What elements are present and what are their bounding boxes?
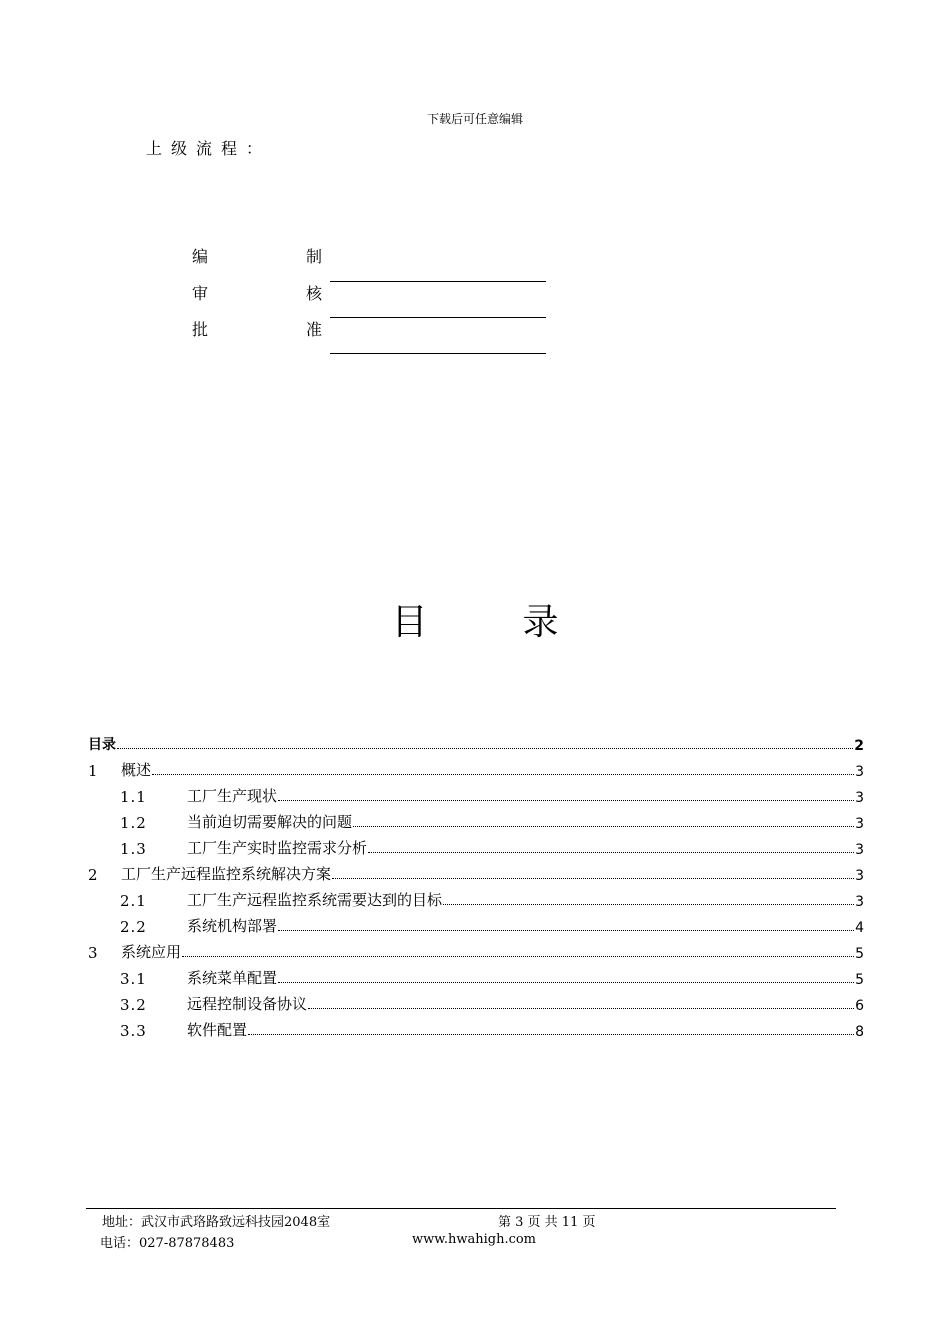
signature-line [330,353,546,354]
toc-dot-leader [278,930,854,931]
toc-entry-number: 1.3 [120,840,147,858]
toc-dot-leader [152,774,854,775]
toc-entry[interactable] [88,780,864,806]
toc-entry-page: 3 [855,894,864,910]
toc-entry-page: 3 [855,816,864,832]
toc-entry-title: 系统应用 [121,943,182,961]
toc-entry-title: 工厂生产远程监控系统解决方案 [121,865,332,883]
toc-entry-page: 8 [855,1024,864,1040]
toc-entry-title: 远程控制设备协议 [187,995,308,1013]
toc-entry-title: 工厂生产现状 [187,787,278,805]
toc-entry-title: 目录 [88,737,116,753]
toc-entry-title: 概述 [121,761,152,779]
toc-entry-number: 2 [88,866,98,884]
toc-entry[interactable] [88,858,864,884]
sig-label-review-right: 核 [306,284,323,303]
toc-entry-page: 3 [855,790,864,806]
toc-entry-number: 2.2 [120,918,147,936]
toc-entry[interactable] [88,806,864,832]
toc-entry[interactable] [88,728,864,754]
header-note: 下载后可任意编辑 [426,112,523,126]
toc-entry-number: 3 [88,944,98,962]
toc-entry[interactable] [88,936,864,962]
footer-website: www.hwahigh.com [412,1232,537,1247]
toc-entry-page: 5 [855,946,864,962]
footer-divider [86,1208,836,1209]
toc-title-char: 录 [522,602,559,643]
toc-entry-number: 3.1 [120,970,147,988]
toc-entry-page: 4 [855,920,864,936]
toc-entry-title: 工厂生产实时监控需求分析 [187,839,368,857]
toc-entry-title: 当前迫切需要解决的问题 [187,813,353,831]
toc-entry-title: 工厂生产远程监控系统需要达到的目标 [187,891,443,909]
toc-entry-number: 2.1 [120,892,147,910]
signature-line [330,317,546,318]
toc-dot-leader [308,1008,854,1009]
sig-label-review-left: 审 [192,284,209,303]
toc-entry-title: 系统机构部署 [187,917,278,935]
signature-line [330,281,546,282]
toc-entry-number: 1.2 [120,814,147,832]
sig-label-compile-right: 制 [306,247,323,266]
toc-entry-page: 3 [855,868,864,884]
toc-entry[interactable] [88,962,864,988]
table-of-contents [88,728,864,1040]
toc-dot-leader [443,904,854,905]
toc-entry-page: 6 [855,998,864,1014]
toc-dot-leader [248,1034,854,1035]
upper-process-label: 上级流程： [146,139,272,158]
toc-entry[interactable] [88,754,864,780]
toc-entry-page: 2 [854,738,864,754]
toc-entry-page: 3 [855,764,864,780]
toc-dot-leader [278,982,854,983]
toc-dot-leader [117,748,853,749]
toc-dot-leader [332,878,854,879]
sig-label-approve-left: 批 [192,320,209,339]
toc-entry-page: 5 [855,972,864,988]
toc-entry-number: 1.1 [120,788,147,806]
toc-entry-page: 3 [855,842,864,858]
toc-entry-number: 3.2 [120,996,147,1014]
toc-title-char: 目 [391,602,428,643]
toc-dot-leader [182,956,854,957]
toc-entry[interactable] [88,832,864,858]
toc-entry-title: 系统菜单配置 [187,969,278,987]
toc-title [0,594,950,645]
footer-page-info: 第 3 页 共 11 页 [498,1215,596,1230]
footer-phone: 电话：027-87878483 [100,1236,235,1251]
toc-entry-title: 软件配置 [187,1021,248,1039]
toc-dot-leader [278,800,854,801]
toc-entry[interactable] [88,1014,864,1040]
footer-address: 地址：武汉市武珞路致远科技园2048室 [102,1215,331,1230]
sig-label-approve-right: 准 [306,320,323,339]
toc-entry-number: 1 [88,762,98,780]
toc-entry[interactable] [88,884,864,910]
toc-entry-number: 3.3 [120,1022,147,1040]
toc-entry[interactable] [88,988,864,1014]
sig-label-compile-left: 编 [192,247,209,266]
toc-dot-leader [353,826,854,827]
toc-dot-leader [368,852,854,853]
toc-entry[interactable] [88,910,864,936]
